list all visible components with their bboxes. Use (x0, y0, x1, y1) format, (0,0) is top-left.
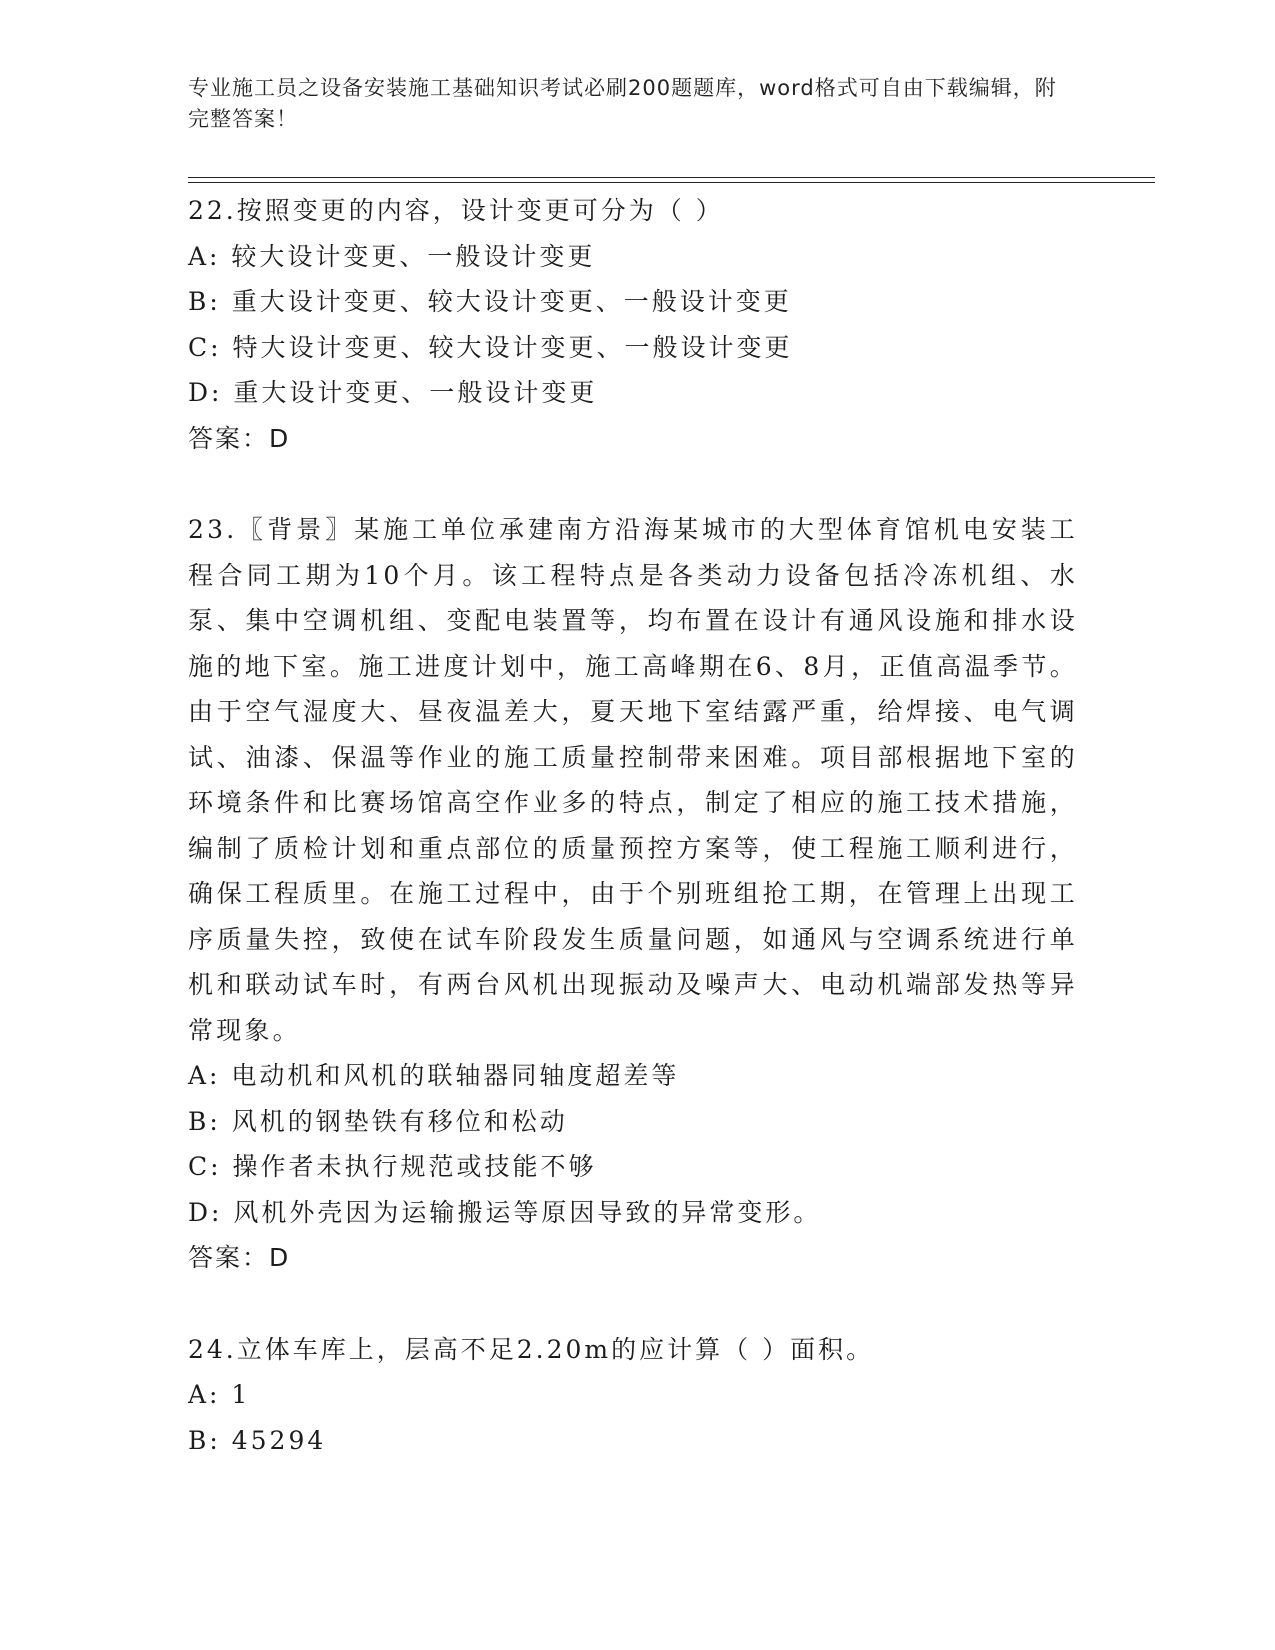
question-22 (188, 188, 1088, 461)
question-stem: 24.立体车库上，层高不足2.20m的应计算（ ）面积。 (188, 1334, 875, 1364)
header-divider-top (188, 177, 1155, 178)
option-d: D: 风机外壳因为运输搬运等原因导致的异常变形。 (188, 1197, 822, 1227)
option-c: C: 操作者未执行规范或技能不够 (188, 1152, 597, 1181)
option-a: A: 1 (188, 1380, 251, 1409)
spacer (188, 461, 1088, 507)
option-a: A: 电动机和风机的联轴器同轴度超差等 (188, 1061, 680, 1090)
question-stem: 22.按照变更的内容，设计变更可分为（ ） (188, 196, 724, 225)
spacer (188, 1281, 1088, 1327)
question-24 (188, 1327, 1088, 1464)
header-divider-bottom (188, 182, 1155, 183)
answer-label: 答案：D (188, 1243, 291, 1272)
option-a: A: 较大设计变更、一般设计变更 (188, 241, 596, 271)
option-c: C: 特大设计变更、较大设计变更、一般设计变更 (188, 332, 793, 362)
option-b: B: 风机的钢垫铁有移位和松动 (188, 1106, 568, 1136)
option-b: B: 重大设计变更、较大设计变更、一般设计变更 (188, 287, 792, 316)
question-stem: 23.〖背景〗某施工单位承建南方沿海某城市的大型体育馆机电安装工程合同工期为10个月。该工程特点是各类动力设备包括冷冻机组、水泵、集中空调机组、变配电装置等，均布置在设计有通风设施和排水设施的地下室。施工进度计划中，施工高峰期在6、8月，正值高温季节。由于空气湿度大、昼夜温差大，夏天地下室结露严重，给焊接、电气调试、油漆、保温等作业的施工质量控制带来困难。项目部根据地下室的环境条件和比赛场馆高空作业多的特点，制定了相应的施工技术措施，编制了质检计划和重点部位的质量预控方案等，使工程施工顺利进行，确保工程质里。在施工过程中，由于个别班组抢工期，在管理上出现工序质量失控，致使在试车阶段发生质量问题，如通风与空调系统进行单机和联动试车时，有两台风机出现振动及噪声大、电动机端部发热等异常现象。 (188, 515, 1078, 1045)
document-header: 专业施工员之设备安装施工基础知识考试必刷200题题库，word格式可自由下载编辑，附完整答案！ (188, 76, 1057, 131)
option-b: B: 45294 (188, 1425, 327, 1455)
option-d: D: 重大设计变更、一般设计变更 (188, 378, 598, 407)
answer-label: 答案：D (188, 423, 291, 453)
question-23 (188, 507, 1088, 1281)
question-list (188, 188, 1088, 1463)
